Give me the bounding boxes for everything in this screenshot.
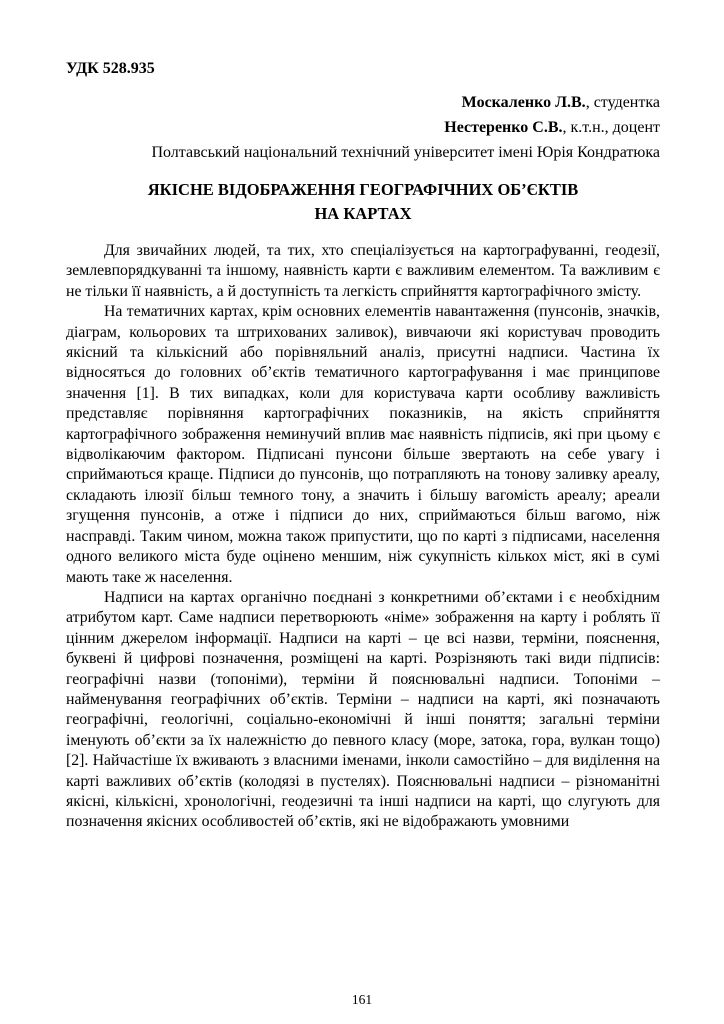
article-body (66, 241, 660, 833)
author-line-2 (66, 115, 660, 140)
author-role-1: , студентка (585, 94, 660, 111)
paper-title-line-2: НА КАРТАХ (314, 204, 412, 223)
body-paragraph-2: На тематичних картах, крім основних елементів навантаження (пунсонів, значків, діаграм, кольорових та штрихованих заливок), вивчаючи які користувач проводить якісний та кількісний або порівняльний аналіз, присутні надписи. Частина їх відносяться до головних об’єктів тематичного картографування і має принципове значення [1]. В тих випадках, коли для користувача карти особливу важливість представляє порівняння картографічних показників, на якість сприйняття картографічного зображення неминучий вплив має наявність підписів, які при цьому є відволікаючим фактором. Підписані пунсони більше звертають на себе увагу і сприймаються краще. Підписи до пунсонів, що потрапляють на тонову заливку ареалу, складають ілюзії більш темного тону, а значить і більшу вагомість ареалу; ареали згущення пунсонів, а отже і підписи до них, сприймаються більш вагомо, ніж насправді. Таким чином, можна також припустити, що по карті з підписами, населення одного великого міста буде оцінено меншим, ніж сукупність кількох міст, які в сумі мають таке ж населення. (66, 303, 660, 586)
author-name-2: Нестеренко С.В. (444, 119, 563, 136)
affiliation: Полтавський національний технічний університет імені Юрія Кондратюка (151, 144, 660, 161)
body-paragraph-3: Надписи на картах органічно поєднані з конкретними об’єктами і є необхідним атрибутом карт. Саме надписи перетворюють «німе» зображення на карту і роблять її цінним джерелом інформації. Надписи на карті – це всі назви, терміни, пояснення, буквені й цифрові позначення, розміщені на карті. Розрізняють такі види підписів: географічні назви (топоніми), терміни й пояснювальні надписи. Топоніми – найменування географічних об’єктів. Терміни – надписи на карті, які позначають географічні, геологічні, соціально-економічні й інші поняття; загальні терміни іменують об’єкти за їх належністю до певного класу (море, затока, гора, вулкан тощо) [2]. Найчастіше їх вживають з власними іменами, інколи самостійно – для виділення на карті важливих об’єктів (колодязі в пустелях). Пояснювальні надписи – різноманітні якісні, кількісні, хронологічні, геодезичні та інші надписи на карті, що слугують для позначення якісних особливостей об’єктів, які не відображають умовними (66, 588, 660, 831)
paper-title-line-1: ЯКІСНЕ ВІДОБРАЖЕННЯ ГЕОГРАФІЧНИХ ОБ’ЄКТІВ (147, 180, 579, 199)
author-block (66, 90, 660, 165)
udc-number: УДК 528.935 (66, 60, 155, 77)
body-paragraph-1: Для звичайних людей, та тих, хто спеціалізується на картографуванні, геодезії, землевпорядкуванні та іншому, наявність карти є важливим елементом. Та важливим є не тільки її наявність, а й доступність та легкість сприйняття картографічного змісту. (66, 242, 660, 300)
author-role-2: , к.т.н., доцент (562, 119, 660, 136)
author-line-1 (66, 90, 660, 115)
page-number: 161 (351, 992, 373, 1007)
author-name-1: Москаленко Л.В. (461, 94, 586, 111)
paper-title (66, 178, 660, 226)
